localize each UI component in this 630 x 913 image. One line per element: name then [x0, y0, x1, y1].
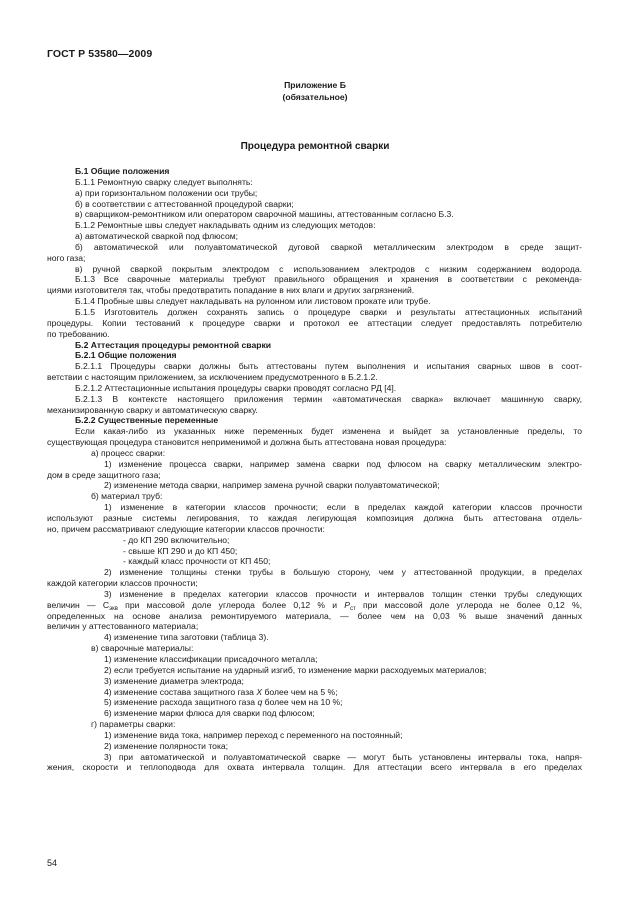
paragraph: Б.2.1.2 Аттестационные испытания процедуры сварки проводят согласно РД [4].	[75, 382, 397, 393]
text-fragment: при массовой доле углерода не более 0,12 %,	[355, 599, 582, 610]
dash-item: - до КП 290 включительно;	[123, 534, 230, 545]
subsection-heading: Б.2.2 Существенные переменные	[75, 415, 219, 426]
paragraph: Б.1.2 Ремонтные швы следует накладывать одним из следующих методов:	[75, 220, 376, 231]
list-item: а) процесс сварки:	[91, 447, 166, 458]
list-item: б) в соответствии с аттестованной процедурой сварки;	[75, 198, 294, 209]
list-item: 2) изменение метода сварки, например замена ручной сварки полуавтоматической;	[104, 480, 440, 491]
text-fragment: величин — C	[47, 599, 110, 610]
list-item: 3) изменение в пределах категории классов прочности и интервалов толщин стенки трубы следующих	[104, 588, 582, 599]
list-item: 2) изменение полярности тока;	[104, 740, 229, 751]
paragraph-cont: механизированную сварку и автоматическую сварку.	[47, 404, 258, 415]
list-item: в) ручной сваркой покрытым электродом с использованием электродов с низким содержанием водорода.	[75, 263, 582, 274]
paragraph-cont: по требованию.	[47, 328, 110, 339]
section-heading: Б.2 Аттестация процедуры ремонтной сварки	[75, 339, 272, 350]
appendix-title: Приложение Б	[284, 80, 346, 90]
list-item-formula	[47, 687, 582, 698]
list-item-cont: используют разные системы легирования, то каждая легирующая композиция должна быть аттестована отдель-	[47, 513, 582, 523]
list-item: 4) изменение типа заготовки (таблица 3).	[104, 632, 269, 643]
text-fragment: 4) изменение состава защитного газа	[104, 686, 257, 697]
list-item: 3) изменение диаметра электрода;	[104, 675, 244, 686]
list-item: г) параметры сварки:	[91, 719, 176, 730]
paragraph: Б.1.5 Изготовитель должен сохранять запись о процедуре сварки и результаты аттестационных испытаний	[75, 306, 582, 317]
subscript: экв	[109, 605, 118, 612]
list-item-cont-formula	[47, 600, 582, 611]
document-header: ГОСТ Р 53580—2009	[47, 48, 153, 60]
paragraph: Б.1.1 Ремонтную сварку следует выполнять:	[75, 176, 253, 187]
list-item: в) сварочные материалы:	[91, 643, 194, 654]
list-item: а) при горизонтальном положении оси трубы;	[75, 187, 258, 198]
list-item: в) сварщиком-ремонтником или оператором сварочной машины, аттестованным согласно Б.3.	[75, 209, 454, 220]
list-item-cont: но, причем рассматривают следующие категории классов прочности:	[47, 523, 325, 534]
subsection-heading: Б.2.1 Общие положения	[75, 350, 177, 361]
list-item: 1) изменение в категории классов прочности; если в пределах каждой категории классов прочности	[104, 502, 582, 513]
appendix-heading	[0, 80, 630, 103]
text-fragment: 5) изменение расхода защитного газа	[104, 697, 258, 708]
list-item: 1) изменение вида тока, например переход с переменного на постоянный;	[104, 729, 403, 740]
variable: X	[256, 686, 263, 697]
paragraph: Б.1.4 Пробные швы следует накладывать на рулонном или листовом прокате или трубе.	[75, 296, 431, 307]
list-item-cont: определенных на основе анализа ремонтируемого материала, — более чем на 0,03 % выше значений данных	[47, 610, 582, 621]
list-item: 3) при автоматической и полуавтоматической сварке — могут быть установлены интервалы тока, напря-	[104, 751, 582, 762]
dash-item: - свыше КП 290 и до КП 450;	[123, 545, 238, 556]
paragraph: Б.2.1.1 Процедуры сварки должны быть аттестованы путем выполнения и испытания сварных швов в соот-	[75, 361, 582, 372]
document-body	[47, 166, 582, 773]
variable: q	[257, 697, 263, 708]
list-item: б) материал труб:	[91, 491, 163, 502]
variable: P	[344, 599, 351, 610]
list-item: а) автоматической сваркой под флюсом;	[75, 231, 239, 242]
page-number: 54	[47, 858, 58, 868]
paragraph: Б.1.3 Все сварочные материалы требуют правильного обращения и хранения в соответствии с рекоменда-	[75, 274, 582, 285]
dash-item: - каждый класс прочности от КП 450;	[123, 556, 271, 567]
text-fragment: при массовой доле углерода более 0,12 % и	[117, 599, 345, 610]
document-title: Процедура ремонтной сварки	[240, 141, 390, 152]
paragraph-cont: циями изготовителя так, чтобы предотвратить попадание в них влаги и других загрязнений.	[47, 285, 415, 296]
list-item-cont: ного газа;	[47, 252, 86, 263]
text-fragment: более чем на 5 %;	[262, 686, 338, 697]
text-fragment: более чем на 10 %;	[262, 697, 343, 708]
list-item: 1) изменение классификации присадочного металла;	[104, 653, 318, 664]
section-heading: Б.1 Общие положения	[75, 166, 170, 176]
list-item-formula	[47, 697, 582, 708]
list-item: б) автоматической или полуавтоматической дуговой сваркой металлическим электродом в среде защит-	[75, 241, 582, 252]
list-item-cont: жения, скорости и теплоподвода для охвата интервала толщин. Для аттестации всего интервала в его пределах	[47, 762, 582, 773]
list-item: 6) изменение марки флюса для сварки под флюсом;	[104, 708, 315, 719]
list-item-cont: дом в среде защитного газа;	[47, 469, 161, 480]
list-item-cont: каждой категории классов прочности;	[47, 578, 198, 589]
paragraph-cont: процедуры. Копии тестований к процедуре сварки и протокол ее аттестации следует предоставлять потребителю	[47, 317, 582, 328]
paragraph-cont: ветствии с настоящим приложением, за исключением предусмотренного в Б.2.1.2.	[47, 372, 378, 383]
list-item: 1) изменение процесса сварки, например замена сварки под флюсом на сварку металлическим электро-	[104, 458, 582, 469]
appendix-note: (обязательное)	[282, 91, 348, 102]
list-item: 2) изменение толщины стенки трубы в большую сторону, чем у аттестованной продукции, в пределах	[104, 567, 582, 578]
paragraph: Б.2.1.3 В контексте настоящего приложения термин «автоматическая сварка» включает машинную сварку,	[75, 393, 582, 404]
subscript: ст	[350, 605, 356, 612]
paragraph-cont: существующая процедура становится неприменимой и должна быть аттестована новая процедура:	[47, 437, 447, 448]
list-item: 2) если требуется испытание на ударный изгиб, то изменение марки расходуемых материалов;	[104, 664, 487, 675]
list-item-cont: величин у аттестованного материала;	[47, 621, 199, 632]
paragraph: Если какая-либо из указанных ниже переменных будет изменена и выйдет за установленные пределы, то	[75, 426, 582, 437]
